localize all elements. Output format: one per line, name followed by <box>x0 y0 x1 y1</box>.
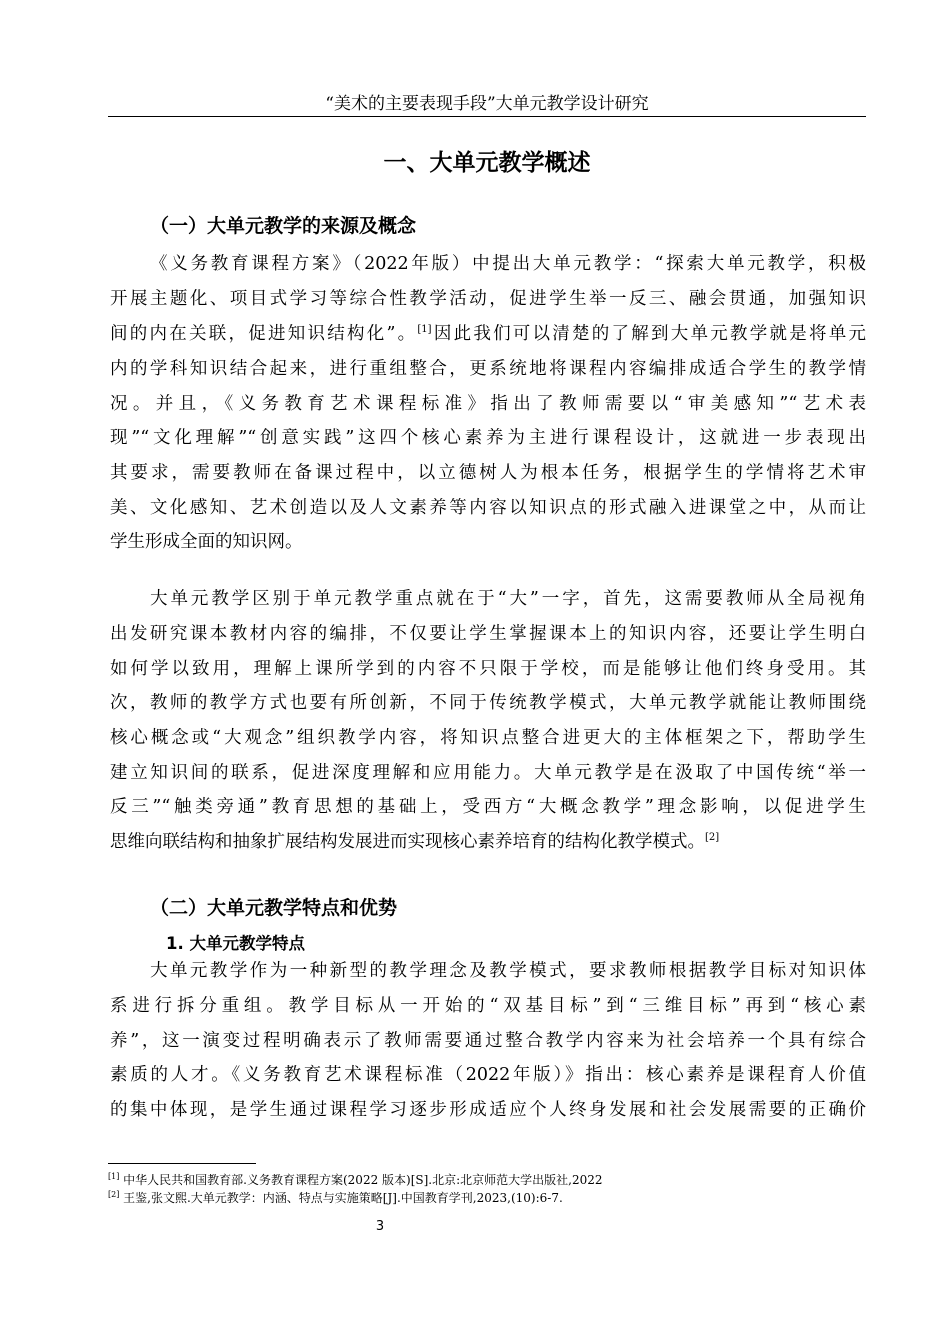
paragraph-line: 《义务教育课程方案》（2022年版）中提出大单元教学：“探索大单元教学，积极 <box>150 254 866 274</box>
footnote-text: 中华人民共和国教育部.义务教育课程方案(2022 版本)[S].北京:北京师范大学出版社,2022 <box>123 1173 603 1187</box>
paragraph-line: 开展主题化、项目式学习等综合性教学活动，促进学生举一反三、融会贯通，加强知识 <box>110 289 866 309</box>
citation-ref-2: [2] <box>705 832 720 844</box>
running-header: “美术的主要表现手段”大单元教学设计研究 <box>325 94 649 114</box>
paragraph-line-part: 间的内在关联，促进知识结构化”。 <box>110 324 418 344</box>
paragraph-line-part: 思维向联结构和抽象扩展结构发展进而实现核心素养培育的结构化教学模式。 <box>110 832 705 852</box>
paragraph-line-part: 因此我们可以清楚的了解到大单元教学就是将单元 <box>431 324 867 344</box>
section-title-1: （一）大单元教学的来源及概念 <box>150 215 417 237</box>
chapter-title: 一、大单元教学概述 <box>383 150 591 176</box>
subsection-title: 1. 大单元教学特点 <box>166 934 305 953</box>
footnote-mark: [2] <box>108 1190 120 1199</box>
paragraph-line: 核心概念或“大观念”组织教学内容，将知识点整合进更大的主体框架之下，帮助学生 <box>110 728 866 748</box>
paragraph-line: 的集中体现，是学生通过课程学习逐步形成适应个人终身发展和社会发展需要的正确价 <box>110 1100 866 1120</box>
header-rule <box>108 116 866 117</box>
paragraph-line: 建立知识间的联系，促进深度理解和应用能力。大单元教学是在汲取了中国传统“举一 <box>110 763 866 783</box>
paragraph-line: 素质的人才。《义务教育艺术课程标准（2022年版）》指出：核心素养是课程育人价值 <box>110 1065 866 1085</box>
paragraph-line: 大单元教学作为一种新型的教学理念及教学模式，要求教师根据教学目标对知识体 <box>150 961 866 981</box>
paragraph-line: 系进行拆分重组。教学目标从一开始的“双基目标”到“三维目标”再到“核心素 <box>110 996 866 1016</box>
paragraph-line: 反三”“触类旁通”教育思想的基础上，受西方“大概念教学”理念影响，以促进学生 <box>110 797 866 817</box>
footnote-1 <box>108 1171 866 1189</box>
paragraph-line: 大单元教学区别于单元教学重点就在于“大”一字，首先，这需要教师从全局视角 <box>150 589 866 609</box>
paragraph-line: 学生形成全面的知识网。 <box>110 532 303 552</box>
footnote-rule <box>108 1163 256 1164</box>
paragraph-line: 美、文化感知、艺术创造以及人文素养等内容以知识点的形式融入进课堂之中，从而让 <box>110 498 866 518</box>
footnote-mark: [1] <box>108 1172 120 1181</box>
footnote-2 <box>108 1189 866 1207</box>
paragraph-line: 如何学以致用，理解上课所学到的内容不只限于学校，而是能够让他们终身受用。其 <box>110 659 866 679</box>
section-title-2: （二）大单元教学特点和优势 <box>150 897 398 919</box>
citation-ref-1: [1] <box>417 324 432 336</box>
paragraph-line: 出发研究课本教材内容的编排，不仅要让学生掌握课本上的知识内容，还要让学生明白 <box>110 624 866 644</box>
paragraph-line: 养”，这一演变过程明确表示了教师需要通过整合教学内容来为社会培养一个具有综合 <box>110 1031 866 1051</box>
paragraph-line: 况。并且，《义务教育艺术课程标准》指出了教师需要以“审美感知”“艺术表 <box>110 394 866 414</box>
footnote-text: 王鉴,张文熙.大单元教学：内涵、特点与实施策略[J].中国教育学刊,2023,(10):6-7. <box>123 1191 563 1205</box>
paragraph-line: 现”“文化理解”“创意实践”这四个核心素养为主进行课程设计，这就进一步表现出 <box>110 428 866 448</box>
page-number: 3 <box>375 1219 385 1234</box>
paragraph-line: 次，教师的教学方式也要有所创新，不同于传统教学模式，大单元教学就能让教师围绕 <box>110 693 866 713</box>
paragraph-line-with-citation <box>110 825 866 859</box>
paragraph-line: 其要求，需要教师在备课过程中，以立德树人为根本任务，根据学生的学情将艺术审 <box>110 463 866 483</box>
paragraph-line: 内的学科知识结合起来，进行重组整合，更系统地将课程内容编排成适合学生的教学情 <box>110 359 866 379</box>
paragraph-line-with-citation <box>110 317 866 351</box>
